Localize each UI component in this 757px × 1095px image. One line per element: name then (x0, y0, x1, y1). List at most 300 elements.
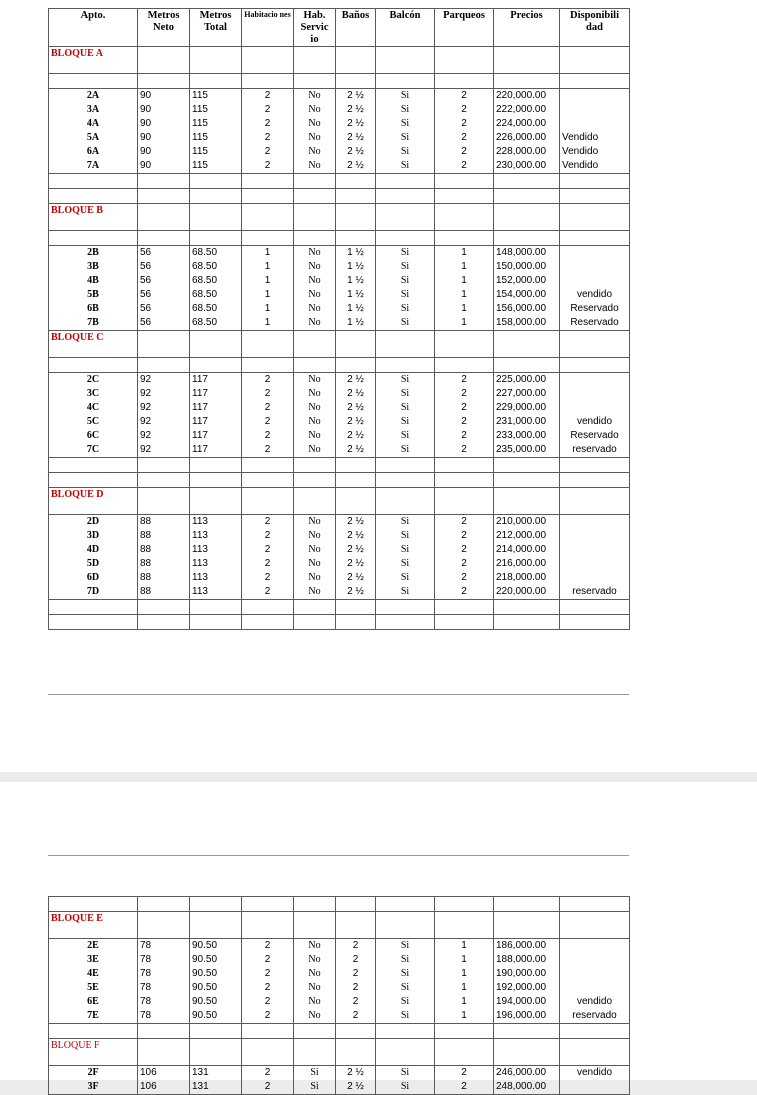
block-title: BLOQUE F (49, 1039, 138, 1066)
disponibilidad-cell: vendido (560, 1066, 630, 1081)
empty-cell (560, 358, 630, 373)
metros-total-cell: 131 (190, 1080, 242, 1095)
empty-cell (190, 600, 242, 615)
table-row (49, 117, 630, 131)
table-row (49, 1080, 630, 1095)
habitaciones-cell: 2 (242, 429, 294, 443)
hab-servicio-cell: No (294, 529, 336, 543)
metros-total-cell: 68.50 (190, 288, 242, 302)
precio-cell: 224,000.00 (494, 117, 560, 131)
empty-cell (376, 600, 435, 615)
table-row (49, 953, 630, 967)
empty-cell (138, 174, 190, 189)
empty-cell (336, 897, 376, 912)
disponibilidad-cell: vendido (560, 415, 630, 429)
table-row (49, 939, 630, 954)
parqueos-cell: 1 (435, 288, 494, 302)
empty-cell (435, 204, 494, 231)
empty-cell (435, 331, 494, 358)
empty-cell (336, 74, 376, 89)
parqueos-cell: 2 (435, 1066, 494, 1081)
empty-cell (49, 615, 138, 630)
empty-cell (242, 74, 294, 89)
habitaciones-cell: 2 (242, 89, 294, 104)
habitaciones-cell: 2 (242, 131, 294, 145)
metros-neto-cell: 78 (138, 1009, 190, 1024)
empty-cell (242, 615, 294, 630)
hab-servicio-cell: No (294, 159, 336, 174)
empty-cell (560, 897, 630, 912)
hab-servicio-cell: No (294, 373, 336, 388)
habitaciones-cell: 2 (242, 373, 294, 388)
empty-cell (49, 189, 138, 204)
empty-cell (435, 473, 494, 488)
disponibilidad-cell: reservado (560, 443, 630, 458)
balcon-cell: Si (376, 260, 435, 274)
empty-cell (435, 231, 494, 246)
banos-cell: 2 ½ (336, 103, 376, 117)
empty-cell (138, 912, 190, 939)
balcon-cell: Si (376, 995, 435, 1009)
parqueos-cell: 2 (435, 103, 494, 117)
empty-cell (190, 488, 242, 515)
hab-servicio-cell: No (294, 401, 336, 415)
apto-cell: 7C (49, 443, 138, 458)
disponibilidad-cell: Vendido (560, 131, 630, 145)
disponibilidad-cell (560, 89, 630, 104)
empty-cell (242, 189, 294, 204)
parqueos-cell: 1 (435, 995, 494, 1009)
balcon-cell: Si (376, 316, 435, 331)
table-row (49, 316, 630, 331)
empty-cell (494, 74, 560, 89)
block-title: BLOQUE E (49, 912, 138, 939)
banos-cell: 2 ½ (336, 373, 376, 388)
table-row (49, 387, 630, 401)
precio-cell: 210,000.00 (494, 515, 560, 530)
metros-neto-cell: 56 (138, 260, 190, 274)
metros-neto-cell: 92 (138, 401, 190, 415)
apto-cell: 5E (49, 981, 138, 995)
empty-cell (494, 204, 560, 231)
habitaciones-cell: 2 (242, 145, 294, 159)
disponibilidad-cell (560, 939, 630, 954)
balcon-cell: Si (376, 274, 435, 288)
precio-cell: 220,000.00 (494, 585, 560, 600)
blank-row (49, 74, 630, 89)
empty-cell (242, 458, 294, 473)
empty-cell (294, 74, 336, 89)
table-row (49, 1066, 630, 1081)
table-row (49, 429, 630, 443)
metros-total-cell: 90.50 (190, 981, 242, 995)
parqueos-cell: 2 (435, 387, 494, 401)
metros-neto-cell: 88 (138, 529, 190, 543)
metros-total-cell: 117 (190, 443, 242, 458)
empty-cell (294, 174, 336, 189)
empty-cell (376, 615, 435, 630)
blank-row (49, 458, 630, 473)
banos-cell: 1 ½ (336, 302, 376, 316)
empty-cell (190, 897, 242, 912)
habitaciones-cell: 1 (242, 316, 294, 331)
disponibilidad-cell: Vendido (560, 159, 630, 174)
empty-cell (336, 47, 376, 74)
parqueos-cell: 2 (435, 1080, 494, 1095)
metros-total-cell: 90.50 (190, 1009, 242, 1024)
precio-cell: 226,000.00 (494, 131, 560, 145)
empty-cell (435, 47, 494, 74)
banos-cell: 2 ½ (336, 585, 376, 600)
apto-cell: 3E (49, 953, 138, 967)
empty-cell (294, 600, 336, 615)
empty-cell (435, 189, 494, 204)
metros-total-cell: 115 (190, 159, 242, 174)
empty-cell (294, 473, 336, 488)
empty-cell (294, 1024, 336, 1039)
empty-cell (242, 1024, 294, 1039)
disponibilidad-cell: reservado (560, 585, 630, 600)
empty-cell (336, 331, 376, 358)
habitaciones-cell: 2 (242, 387, 294, 401)
balcon-cell: Si (376, 1066, 435, 1081)
empty-cell (190, 189, 242, 204)
hab-servicio-cell: Si (294, 1080, 336, 1095)
parqueos-cell: 2 (435, 159, 494, 174)
empty-cell (494, 912, 560, 939)
balcon-cell: Si (376, 1009, 435, 1024)
column-header: Apto. (49, 9, 138, 47)
empty-cell (376, 231, 435, 246)
table-row (49, 981, 630, 995)
metros-total-cell: 113 (190, 571, 242, 585)
empty-cell (494, 189, 560, 204)
empty-cell (336, 189, 376, 204)
precio-cell: 196,000.00 (494, 1009, 560, 1024)
hab-servicio-cell: No (294, 543, 336, 557)
separator-line (48, 855, 629, 856)
apto-cell: 4A (49, 117, 138, 131)
apto-cell: 2D (49, 515, 138, 530)
precio-cell: 218,000.00 (494, 571, 560, 585)
hab-servicio-cell: No (294, 429, 336, 443)
empty-cell (560, 473, 630, 488)
parqueos-cell: 2 (435, 401, 494, 415)
empty-cell (190, 458, 242, 473)
metros-total-cell: 117 (190, 429, 242, 443)
column-header: Metros Total (190, 9, 242, 47)
table-row (49, 89, 630, 104)
empty-cell (190, 473, 242, 488)
empty-cell (49, 473, 138, 488)
hab-servicio-cell: No (294, 415, 336, 429)
apto-cell: 6D (49, 571, 138, 585)
banos-cell: 2 (336, 981, 376, 995)
blank-row (49, 615, 630, 630)
empty-cell (435, 458, 494, 473)
habitaciones-cell: 1 (242, 260, 294, 274)
table-row (49, 571, 630, 585)
disponibilidad-cell (560, 953, 630, 967)
empty-cell (138, 358, 190, 373)
empty-cell (242, 174, 294, 189)
empty-cell (560, 615, 630, 630)
column-header: Precios (494, 9, 560, 47)
empty-cell (376, 1024, 435, 1039)
apto-cell: 6B (49, 302, 138, 316)
habitaciones-cell: 2 (242, 543, 294, 557)
empty-cell (190, 331, 242, 358)
parqueos-cell: 2 (435, 373, 494, 388)
empty-cell (560, 488, 630, 515)
empty-cell (376, 488, 435, 515)
apto-cell: 3C (49, 387, 138, 401)
empty-cell (138, 47, 190, 74)
precio-cell: 229,000.00 (494, 401, 560, 415)
empty-cell (294, 204, 336, 231)
disponibilidad-cell (560, 981, 630, 995)
balcon-cell: Si (376, 981, 435, 995)
empty-cell (190, 174, 242, 189)
habitaciones-cell: 1 (242, 274, 294, 288)
empty-cell (242, 600, 294, 615)
banos-cell: 2 ½ (336, 1080, 376, 1095)
empty-cell (138, 897, 190, 912)
empty-cell (560, 189, 630, 204)
balcon-cell: Si (376, 543, 435, 557)
empty-cell (376, 189, 435, 204)
empty-cell (190, 47, 242, 74)
metros-neto-cell: 90 (138, 117, 190, 131)
table-row (49, 543, 630, 557)
empty-cell (190, 204, 242, 231)
apto-cell: 7B (49, 316, 138, 331)
empty-cell (336, 358, 376, 373)
parqueos-cell: 2 (435, 543, 494, 557)
empty-cell (190, 1039, 242, 1066)
apto-cell: 2B (49, 246, 138, 261)
disponibilidad-cell (560, 571, 630, 585)
balcon-cell: Si (376, 302, 435, 316)
empty-cell (494, 47, 560, 74)
metros-neto-cell: 56 (138, 316, 190, 331)
parqueos-cell: 1 (435, 316, 494, 331)
precio-cell: 246,000.00 (494, 1066, 560, 1081)
apto-cell: 5D (49, 557, 138, 571)
table-row (49, 1009, 630, 1024)
parqueos-cell: 2 (435, 145, 494, 159)
balcon-cell: Si (376, 571, 435, 585)
hab-servicio-cell: No (294, 1009, 336, 1024)
metros-total-cell: 117 (190, 373, 242, 388)
empty-cell (376, 204, 435, 231)
column-header: Baños (336, 9, 376, 47)
empty-cell (49, 897, 138, 912)
banos-cell: 2 (336, 953, 376, 967)
hab-servicio-cell: No (294, 274, 336, 288)
balcon-cell: Si (376, 246, 435, 261)
parqueos-cell: 1 (435, 1009, 494, 1024)
precio-cell: 158,000.00 (494, 316, 560, 331)
balcon-cell: Si (376, 401, 435, 415)
document-page-2 (0, 782, 757, 1092)
empty-cell (435, 1024, 494, 1039)
empty-cell (336, 1039, 376, 1066)
empty-cell (294, 615, 336, 630)
metros-total-cell: 131 (190, 1066, 242, 1081)
disponibilidad-cell (560, 387, 630, 401)
metros-total-cell: 117 (190, 401, 242, 415)
apto-cell: 6E (49, 995, 138, 1009)
precio-cell: 154,000.00 (494, 288, 560, 302)
habitaciones-cell: 1 (242, 288, 294, 302)
hab-servicio-cell: No (294, 246, 336, 261)
empty-cell (294, 1039, 336, 1066)
hab-servicio-cell: No (294, 981, 336, 995)
parqueos-cell: 2 (435, 557, 494, 571)
metros-neto-cell: 90 (138, 159, 190, 174)
habitaciones-cell: 2 (242, 981, 294, 995)
table-row (49, 302, 630, 316)
metros-neto-cell: 90 (138, 131, 190, 145)
habitaciones-cell: 1 (242, 246, 294, 261)
hab-servicio-cell: No (294, 145, 336, 159)
precio-cell: 190,000.00 (494, 967, 560, 981)
empty-cell (190, 358, 242, 373)
empty-cell (138, 1024, 190, 1039)
table-row (49, 373, 630, 388)
metros-neto-cell: 88 (138, 557, 190, 571)
metros-neto-cell: 56 (138, 246, 190, 261)
habitaciones-cell: 2 (242, 529, 294, 543)
metros-neto-cell: 92 (138, 443, 190, 458)
table-row (49, 557, 630, 571)
parqueos-cell: 1 (435, 260, 494, 274)
balcon-cell: Si (376, 373, 435, 388)
empty-cell (138, 458, 190, 473)
banos-cell: 2 (336, 1009, 376, 1024)
block-title-row (49, 204, 630, 231)
precio-cell: 248,000.00 (494, 1080, 560, 1095)
banos-cell: 1 ½ (336, 288, 376, 302)
disponibilidad-cell (560, 515, 630, 530)
column-header: Parqueos (435, 9, 494, 47)
precio-cell: 227,000.00 (494, 387, 560, 401)
metros-neto-cell: 56 (138, 288, 190, 302)
empty-cell (242, 358, 294, 373)
empty-cell (560, 1024, 630, 1039)
disponibilidad-cell: Vendido (560, 145, 630, 159)
empty-cell (560, 231, 630, 246)
empty-cell (138, 615, 190, 630)
metros-neto-cell: 88 (138, 515, 190, 530)
empty-cell (494, 231, 560, 246)
blank-row (49, 897, 630, 912)
parqueos-cell: 1 (435, 967, 494, 981)
block-title-row (49, 1039, 630, 1066)
parqueos-cell: 1 (435, 274, 494, 288)
empty-cell (49, 458, 138, 473)
parqueos-cell: 2 (435, 89, 494, 104)
separator-line (48, 694, 629, 695)
apto-cell: 5C (49, 415, 138, 429)
disponibilidad-cell (560, 967, 630, 981)
column-header: Hab. Servic io (294, 9, 336, 47)
empty-cell (560, 174, 630, 189)
disponibilidad-cell (560, 543, 630, 557)
empty-cell (376, 458, 435, 473)
metros-total-cell: 113 (190, 585, 242, 600)
apartment-price-table (48, 8, 630, 630)
empty-cell (435, 358, 494, 373)
parqueos-cell: 2 (435, 571, 494, 585)
hab-servicio-cell: No (294, 288, 336, 302)
table-row (49, 274, 630, 288)
empty-cell (242, 47, 294, 74)
hab-servicio-cell: No (294, 585, 336, 600)
parqueos-cell: 2 (435, 429, 494, 443)
empty-cell (336, 458, 376, 473)
empty-cell (294, 331, 336, 358)
blank-row (49, 189, 630, 204)
banos-cell: 2 ½ (336, 387, 376, 401)
precio-cell: 188,000.00 (494, 953, 560, 967)
metros-neto-cell: 78 (138, 995, 190, 1009)
empty-cell (336, 615, 376, 630)
hab-servicio-cell: No (294, 443, 336, 458)
hab-servicio-cell: No (294, 89, 336, 104)
empty-cell (242, 897, 294, 912)
habitaciones-cell: 2 (242, 1009, 294, 1024)
table-row (49, 401, 630, 415)
empty-cell (376, 897, 435, 912)
habitaciones-cell: 2 (242, 515, 294, 530)
empty-cell (294, 231, 336, 246)
table-row (49, 145, 630, 159)
empty-cell (294, 458, 336, 473)
apto-cell: 5A (49, 131, 138, 145)
empty-cell (560, 912, 630, 939)
empty-cell (336, 912, 376, 939)
hab-servicio-cell: No (294, 117, 336, 131)
metros-neto-cell: 78 (138, 967, 190, 981)
balcon-cell: Si (376, 557, 435, 571)
empty-cell (294, 47, 336, 74)
metros-neto-cell: 106 (138, 1066, 190, 1081)
empty-cell (242, 331, 294, 358)
empty-cell (435, 74, 494, 89)
empty-cell (138, 204, 190, 231)
empty-cell (435, 912, 494, 939)
empty-cell (376, 1039, 435, 1066)
metros-total-cell: 68.50 (190, 302, 242, 316)
empty-cell (190, 231, 242, 246)
banos-cell: 2 (336, 995, 376, 1009)
empty-cell (336, 174, 376, 189)
empty-cell (494, 1024, 560, 1039)
column-header: Habitacio nes (242, 9, 294, 47)
empty-cell (138, 189, 190, 204)
block-title-row (49, 488, 630, 515)
banos-cell: 1 ½ (336, 246, 376, 261)
apto-cell: 4D (49, 543, 138, 557)
banos-cell: 1 ½ (336, 316, 376, 331)
empty-cell (138, 1039, 190, 1066)
empty-cell (49, 358, 138, 373)
banos-cell: 2 (336, 939, 376, 954)
hab-servicio-cell: No (294, 571, 336, 585)
metros-total-cell: 117 (190, 387, 242, 401)
